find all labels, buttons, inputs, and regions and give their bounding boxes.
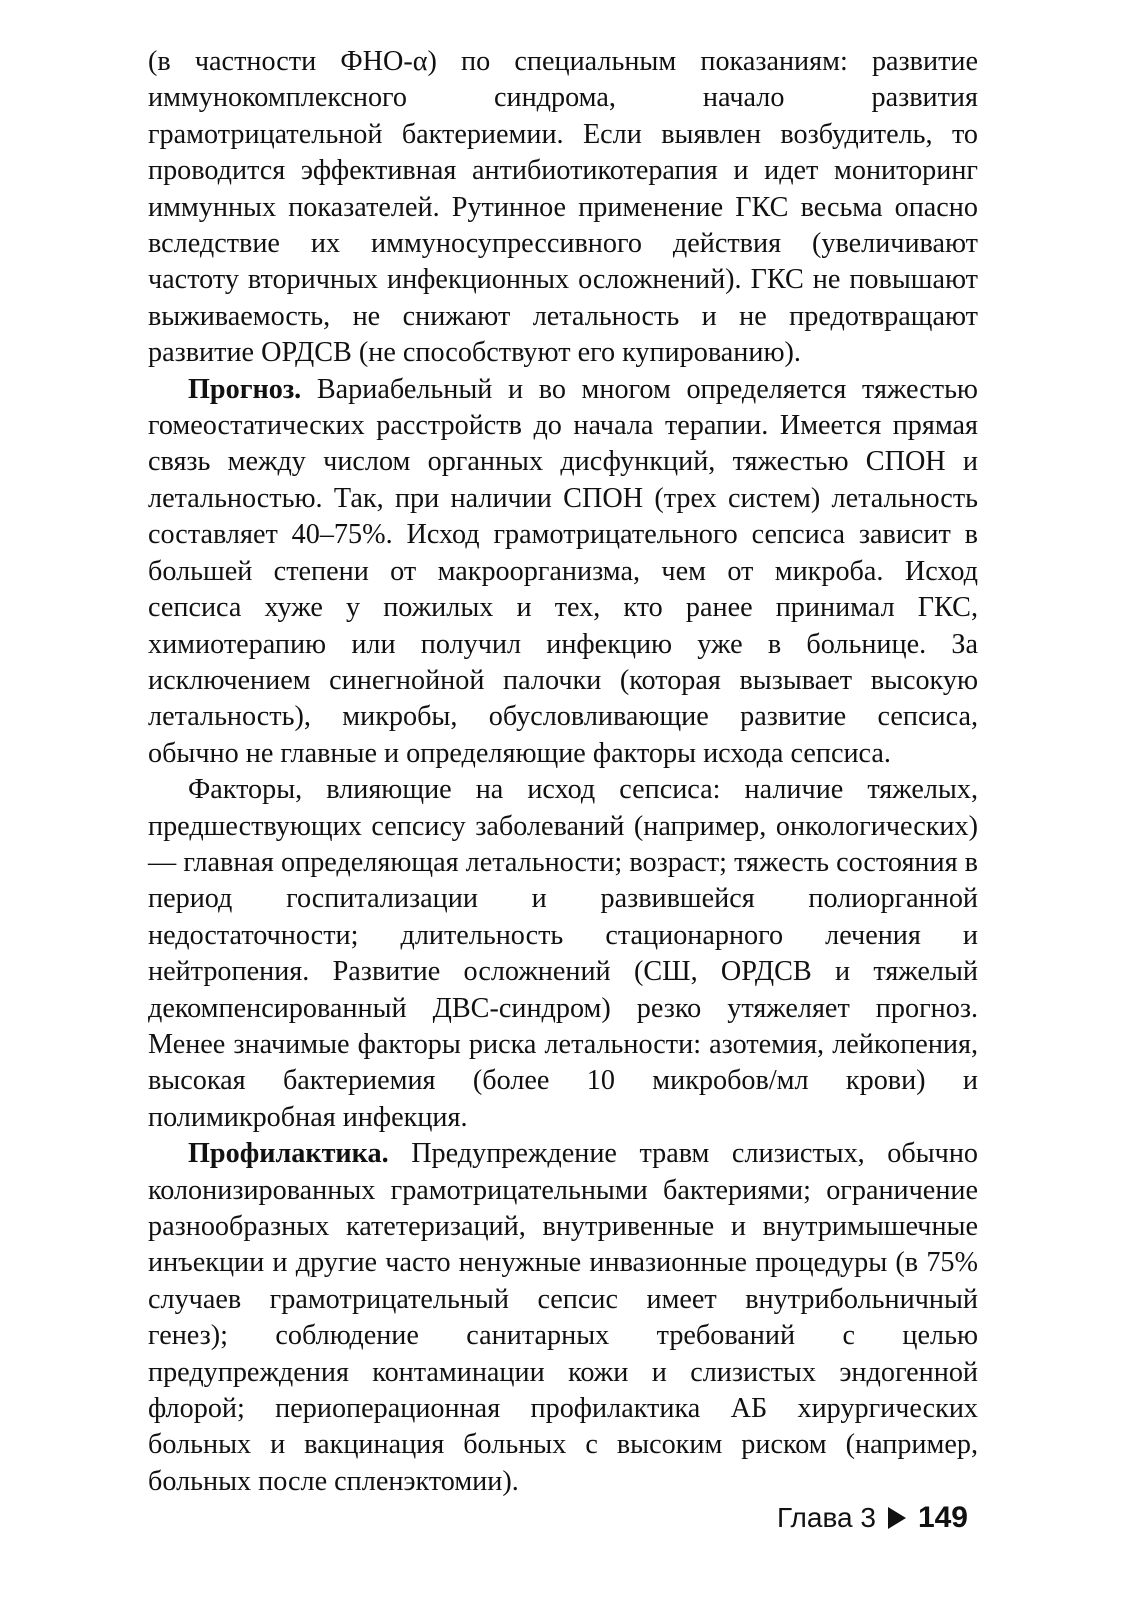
- paragraph-continuation: [148, 44, 978, 372]
- page-footer: [777, 1500, 968, 1536]
- page-number: 149: [917, 1501, 968, 1534]
- paragraph-heading: Профилактика.: [188, 1138, 389, 1170]
- paragraph-text: Факторы, влияющие на исход сепсиса: наличие тяжелых, предшествующих сепсису заболеваний (например, онкологических) — главная определяющая летальности; возраст; тяжесть состояния в период госпитализации и развившейся полиорганной недостаточности; длительность стационарного лечения и нейтропения. Развитие осложнений (СШ, ОРДСВ и тяжелый декомпенсированный ДВС-синдром) резко утяжеляет прогноз. Менее значимые факторы риска летальности: азотемия, лейкопения, высокая бактериемия (более 10 микробов/мл крови) и полимикробная инфекция.: [148, 774, 978, 1133]
- paragraph-heading: Прогноз.: [188, 373, 302, 405]
- triangle-right-icon: [888, 1507, 906, 1529]
- page-body: [148, 44, 978, 1500]
- paragraph-prognosis: [148, 372, 978, 772]
- chapter-label: Глава 3: [776, 1502, 876, 1533]
- paragraph-text: (в частности ФНО-α) по специальным показаниям: развитие иммунокомплексного синдрома, начало развития грамотрицательной бактериемии. Если выявлен возбудитель, то проводится эффективная антибиотикотерапия и идет мониторинг иммунных показателей. Рутинное применение ГКС весьма опасно вследствие их иммуносупрессивного действия (увеличивают частоту вторичных инфекционных осложнений). ГКС не повышают выживаемость, не снижают летальность и не предотвращают развитие ОРДСВ (не способствуют его купированию).: [148, 46, 978, 369]
- paragraph-text: Вариабельный и во многом определяется тяжестью гомеостатических расстройств до начала терапии. Имеется прямая связь между числом органных дисфункций, тяжестью СПОН и летальностью. Так, при наличии СПОН (трех систем) летальность составляет 40–75%. Исход грамотрицательного сепсиса зависит в большей степени от макроорганизма, чем от микроба. Исход сепсиса хуже у пожилых и тех, кто ранее принимал ГКС, химиотерапию или получил инфекцию уже в больнице. За исключением синегнойной палочки (которая вызывает высокую летальность), микробы, обусловливающие развитие сепсиса, обычно не главные и определяющие факторы исхода сепсиса.: [148, 373, 978, 769]
- paragraph-factors: [148, 772, 978, 1136]
- paragraph-text: Предупреждение травм слизистых, обычно колонизированных грамотрицательными бактериями; ограничение разнообразных катетеризаций, внутривенные и внутримышечные инъекции и другие часто ненужные инвазионные процедуры (в 75% случаев грамотрицательный сепсис имеет внутрибольничный генез); соблюдение санитарных требований с целью предупреждения контаминации кожи и слизистых эндогенной флорой; периоперационная профилактика АБ хирургических больных и вакцинация больных с высоким риском (например, больных после спленэктомии).: [148, 1138, 978, 1497]
- paragraph-prophylaxis: [148, 1136, 978, 1500]
